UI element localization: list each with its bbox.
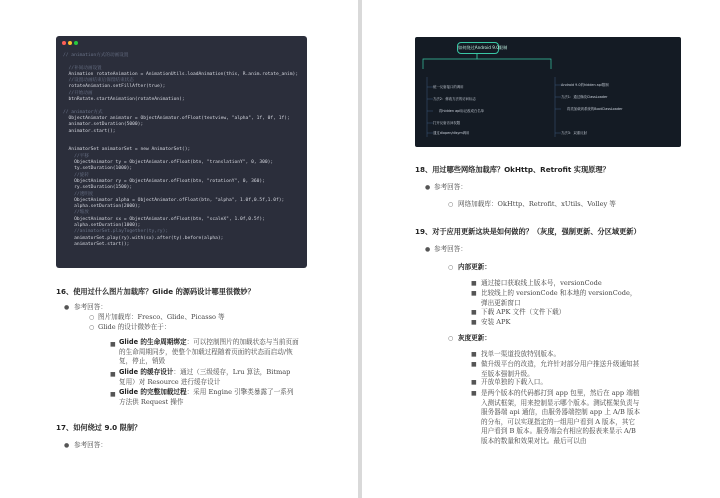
- q19-gray-label: 灰度更新：: [458, 334, 491, 342]
- mindmap-node: 方法3：双重反射: [561, 131, 587, 135]
- q18-heading: 18、用过哪些网络加载库？OkHttp、Retrofit 实现原理？: [415, 165, 610, 174]
- mindmap-node: Android 9.0的hidden api限制: [561, 83, 609, 87]
- q17-heading: 17、如何绕过 9.0 限制？: [56, 423, 142, 432]
- q18-sub1: 网络加载库：OkHttp、Retrofit、xUtils、Volley 等: [458, 200, 616, 208]
- gray-update-item: 找单一渠道投放特别版本。: [481, 350, 561, 358]
- q17-ref-label: 参考回答：: [74, 441, 107, 449]
- q16-point3-text: ：采用 Engine 引擎类暴露了一系列方法供 Request 操作: [119, 388, 294, 406]
- mindmap-node: 统一反射接口的调用: [433, 85, 464, 89]
- q16-point2: [119, 368, 299, 387]
- gray-update-item: 做升级平台的改造，允许针对部分用户推送升级通知甚至版本强制升级。: [481, 360, 640, 378]
- code-line: ty.setDuration(1000);: [63, 166, 133, 172]
- code-line: alpha.setDuration(2000);: [63, 204, 141, 210]
- code-line: btnRotate.startAnimation(rotateAnimation);: [63, 97, 185, 103]
- q16-sub2: Glide 的设计微妙在于：: [98, 323, 171, 331]
- q16-point1-bold: Glide 的生命周期绑定: [119, 338, 187, 346]
- code-line: animator.setDuration(5000);: [63, 122, 144, 128]
- code-line: // animation方式的动画设置: [63, 53, 129, 58]
- mindmap-node: 将类加载到系统的BootClassLoader: [567, 107, 623, 111]
- code-line: // animator方式: [63, 109, 103, 115]
- mindmap-root: 如何绕过Android 9.0限制: [457, 42, 499, 54]
- q16-point1-text: ：可以控制图片的加载状态与当前页面的生命周期同步，使整个加载过程随着页面的状态而启动/恢复，停止，销毁: [119, 338, 299, 366]
- q16-heading: 16、使用过什么图片加载库？Glide 的源码设计哪里很微妙？: [56, 287, 255, 296]
- bullet-icon: ●: [64, 304, 70, 311]
- square-bullet-icon: ■: [471, 280, 477, 287]
- bullet-icon: ●: [425, 184, 431, 191]
- mindmap-node: 打开反射访问权限: [433, 121, 461, 125]
- circle-bullet-icon: ○: [89, 314, 95, 321]
- code-line: animatorSet.play(ry).with(sx).after(ty).before(alpha);: [63, 235, 224, 241]
- code-line: //平移: [63, 153, 89, 159]
- bullet-icon: ●: [64, 442, 70, 449]
- code-line: //设置动画结束后保留结束状态: [63, 78, 134, 84]
- code-line: ObjectAnimator ry = ObjectAnimator.ofFloat(btn, "rotationY", 0, 360);: [63, 178, 265, 184]
- square-bullet-icon: ■: [471, 290, 477, 297]
- code-line: ObjectAnimator ty = ObjectAnimator.ofFloat(btn, "translationY", 0, 300);: [63, 160, 274, 166]
- q16-point1: [119, 338, 299, 367]
- code-line: //补间动画设置: [63, 65, 102, 71]
- inner-update-item: 比较线上的 versionCode 和本地的 versionCode，弹出更新窗口: [481, 289, 637, 307]
- code-line: Animation rotateAnimation = AnimationUtils.loadAnimation(this, R.anim.rotate_anim);: [63, 71, 299, 77]
- square-bullet-icon: ■: [471, 351, 477, 358]
- q16-sub1: 图片加载库：Fresco、Glide、Picasso 等: [98, 313, 225, 321]
- gray-update-item: 是两个版本的代码都打到 app 包里，然后在 app 端植入测试框架，用来控制显示哪个版本。测试框架负责与服务器端 api 通信，由服务器端控制 app 上 A/B 版本的分布，可以实现指定的一组用户看到 A 版本，其它用户看到 B 版本。服务端会有相应的报表来显示 A/B 版本的数量和效果对比。最后可以由: [481, 389, 641, 445]
- q16-ref-label: 参考回答：: [74, 303, 107, 311]
- code-line: rotateAnimation.setFillAfter(true);: [63, 84, 166, 90]
- circle-bullet-icon: ○: [89, 324, 95, 331]
- code-line: //旋转: [63, 172, 89, 178]
- code-line: //透明度: [63, 191, 94, 197]
- inner-update-item: 下载 APK 文件（文件下载）: [481, 308, 566, 316]
- q19-inner-label: 内部更新：: [458, 263, 491, 271]
- square-bullet-icon: ■: [471, 361, 477, 368]
- code-line: ObjectAnimator alpha = ObjectAnimator.ofFloat(btn, "alpha", 1.0f,0.5f,1.0f);: [63, 197, 285, 203]
- close-dot-icon: [62, 41, 66, 45]
- mindmap-node: 通过dlopen/dlsym调用: [433, 131, 470, 135]
- square-bullet-icon: ■: [471, 309, 477, 316]
- code-line: animatorSet.start();: [63, 241, 130, 247]
- square-bullet-icon: ■: [110, 391, 116, 398]
- gray-update-item: 开放单独的下载入口。: [481, 378, 547, 386]
- q19-ref-label: 参考回答：: [434, 245, 467, 253]
- code-lines: [63, 53, 303, 248]
- code-line: //开始动画: [63, 90, 93, 96]
- code-line: ObjectAnimator sx = ObjectAnimator.ofFloat(btn, "scaleX", 1.0f,0.5f);: [63, 216, 265, 222]
- mindmap-node: 方法1：通过修改ClassLoader: [561, 95, 608, 99]
- circle-bullet-icon: ○: [448, 201, 454, 208]
- code-line: //缩放: [63, 210, 89, 216]
- mindmap-diagram: [415, 37, 681, 147]
- q19-heading: 19、对于应用更新这块是如何做的？（灰度，强制更新、分区域更新）: [415, 227, 641, 236]
- code-line: AnimatorSet animatorSet = new AnimatorSet();: [63, 147, 191, 153]
- maximize-dot-icon: [74, 41, 78, 45]
- square-bullet-icon: ■: [471, 319, 477, 326]
- code-line: //animatorSet.playTogether(ty,ry);: [63, 229, 169, 235]
- inner-update-item: 通过接口获取线上版本号，versionCode: [481, 279, 602, 287]
- minimize-dot-icon: [68, 41, 72, 45]
- q16-point3-bold: Glide 的完整加载过程: [119, 388, 187, 396]
- square-bullet-icon: ■: [110, 341, 116, 348]
- bullet-icon: ●: [425, 246, 431, 253]
- circle-bullet-icon: ○: [448, 335, 454, 342]
- mindmap-node: 方法2：修改方法的访问标志: [433, 97, 476, 101]
- q16-point2-text: ：通过（三级缓存，Lru 算法，Bitmap 复用）对 Resource 进行缓存设计: [119, 368, 291, 386]
- mindmap-node: 将hidden api标记改成白名单: [439, 109, 485, 113]
- q16-point2-bold: Glide 的缓存设计: [119, 368, 174, 376]
- code-line: alpha.setDuration(1000);: [63, 223, 141, 229]
- code-line: ry.setDuration(1500);: [63, 185, 133, 191]
- window-controls: [62, 41, 80, 48]
- q16-point3: [119, 388, 299, 407]
- q18-ref-label: 参考回答：: [434, 183, 467, 191]
- inner-update-item: 安装 APK: [481, 318, 511, 326]
- square-bullet-icon: ■: [110, 371, 116, 378]
- code-line: ObjectAnimator animator = ObjectAnimator.ofFloat(textview, "alpha", 1f, 0f, 1f);: [63, 115, 290, 121]
- code-block: [56, 36, 307, 268]
- code-line: animator.start();: [63, 128, 116, 134]
- square-bullet-icon: ■: [471, 379, 477, 386]
- circle-bullet-icon: ○: [448, 264, 454, 271]
- square-bullet-icon: ■: [471, 390, 477, 397]
